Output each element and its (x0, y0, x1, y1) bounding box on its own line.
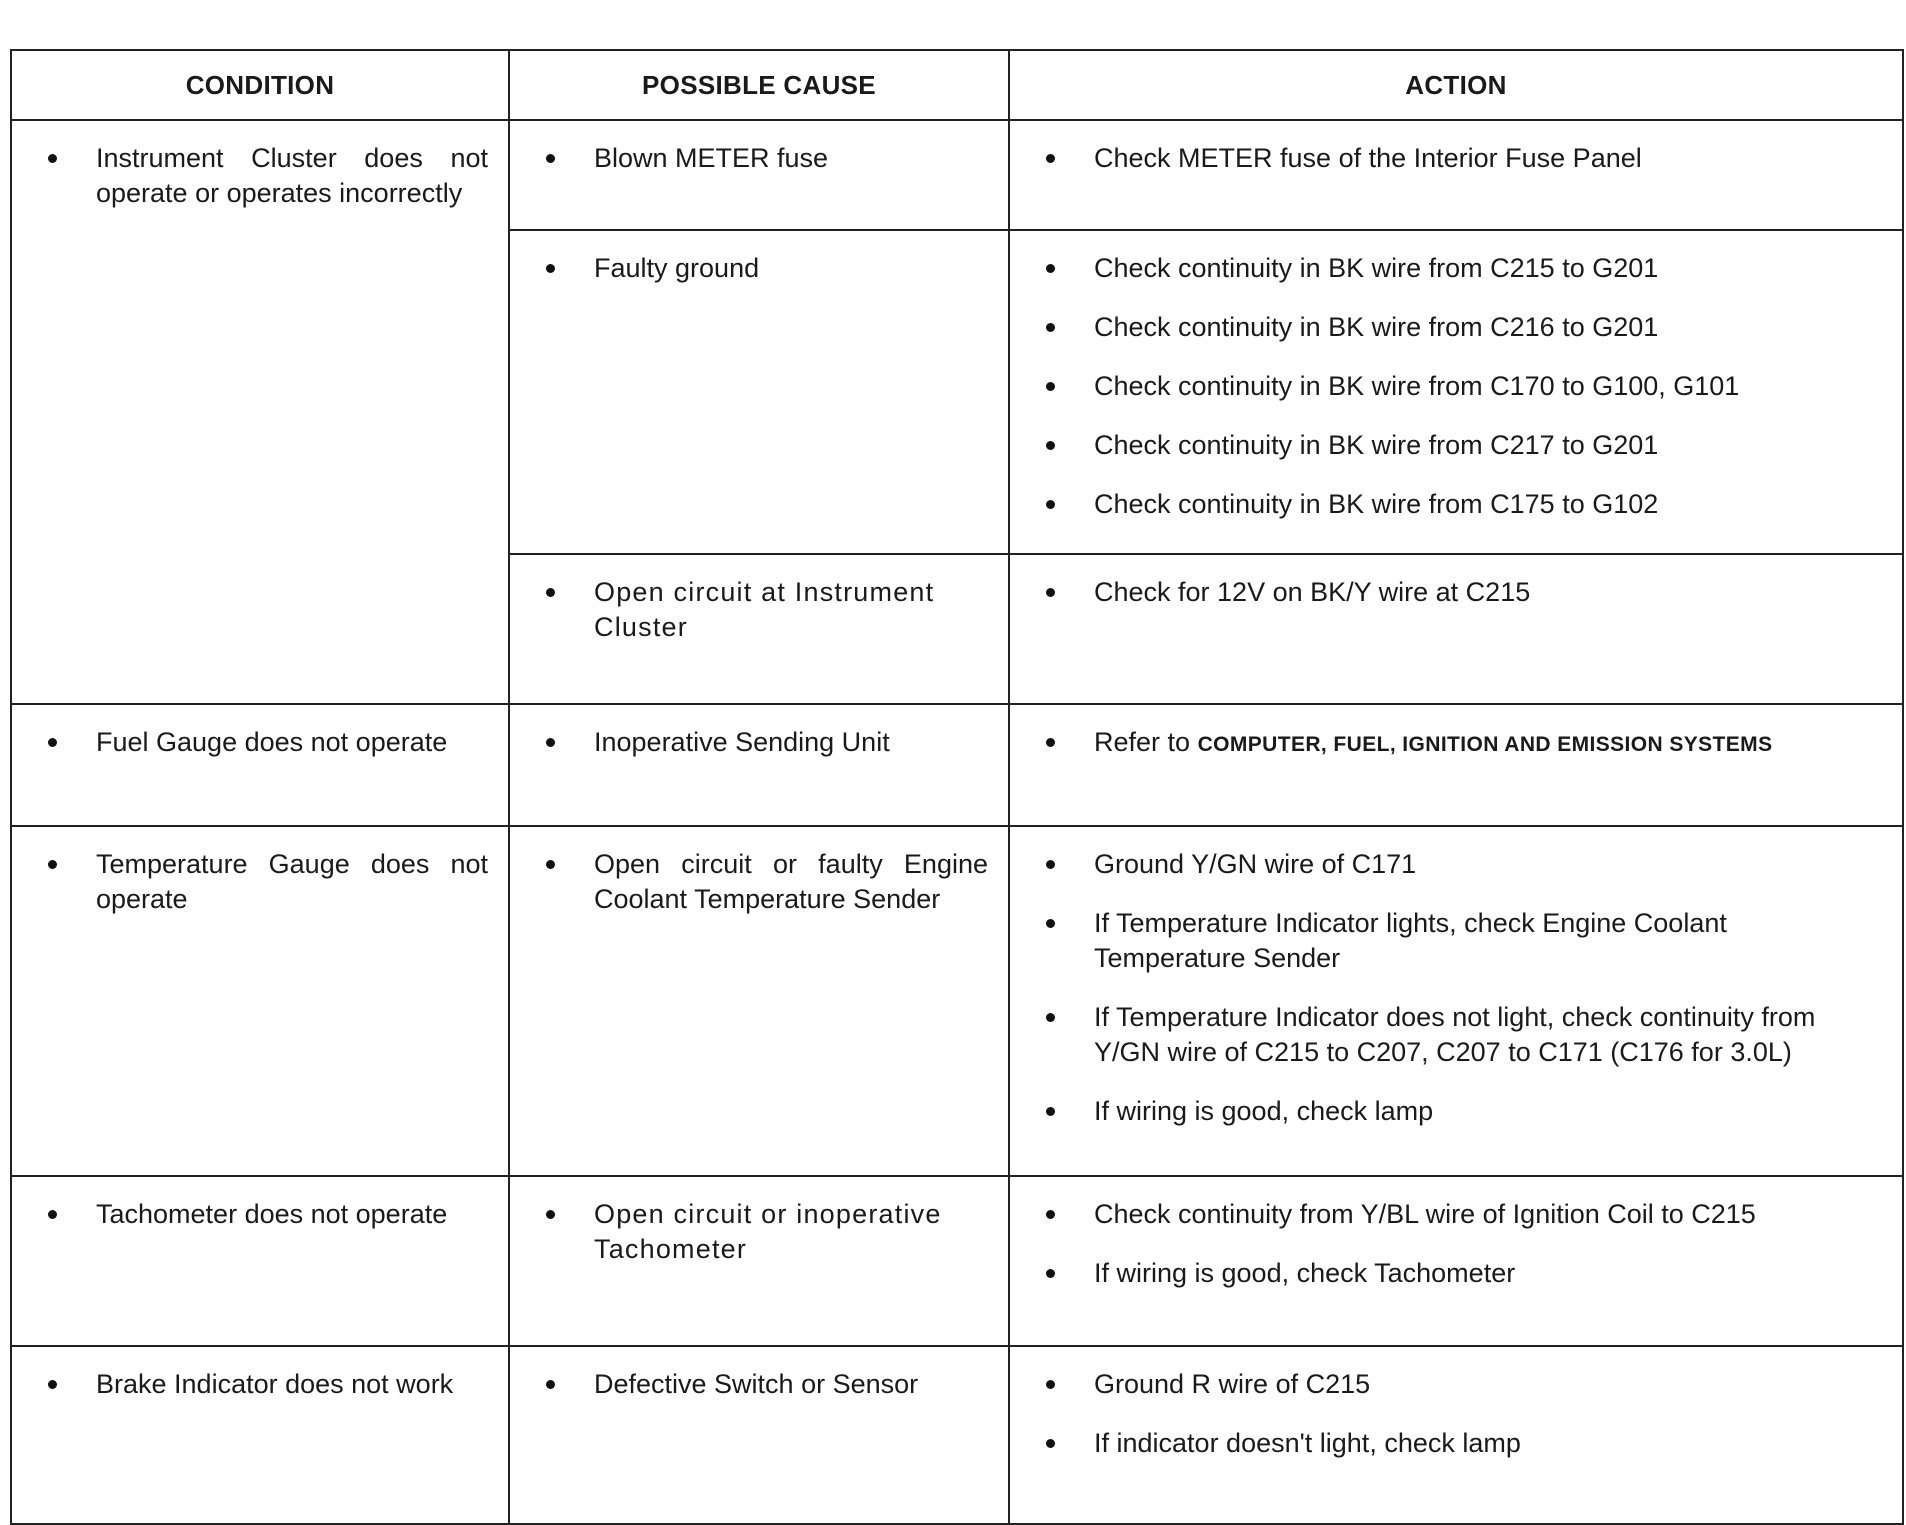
list-item (546, 251, 988, 286)
action-cell (1009, 554, 1903, 704)
condition-cell (11, 704, 509, 826)
list-item (1046, 725, 1882, 762)
list-item (546, 1197, 988, 1267)
bullet-icon (1046, 738, 1055, 747)
bullet-icon (1046, 1210, 1055, 1219)
action-text: If Temperature Indicator lights, check Engine Coolant Temperature Sender (1094, 908, 1727, 973)
bullet-icon (1046, 154, 1055, 163)
bullet-icon (48, 1380, 57, 1389)
action-text: If indicator doesn't light, check lamp (1094, 1428, 1521, 1458)
action-text: Ground R wire of C215 (1094, 1369, 1371, 1399)
action-text: Check METER fuse of the Interior Fuse Panel (1094, 143, 1642, 173)
list-item (1046, 487, 1882, 522)
list-item (546, 1367, 988, 1402)
cause-text: Open circuit or inoperative Tachometer (594, 1199, 942, 1264)
bullet-icon (1046, 919, 1055, 928)
cause-text: Defective Switch or Sensor (594, 1369, 919, 1399)
list-item (1046, 428, 1882, 463)
action-text: If wiring is good, check lamp (1094, 1096, 1434, 1126)
cause-cell (509, 826, 1009, 1176)
cause-text: Open circuit or faulty Engine Coolant Temperature Sender (594, 849, 988, 914)
bullet-icon (1046, 264, 1055, 273)
bullet-icon (546, 264, 555, 273)
action-cell (1009, 826, 1903, 1176)
diagnosis-sheet (10, 49, 1902, 1525)
bullet-icon (1046, 1380, 1055, 1389)
condition-text: Brake Indicator does not work (96, 1369, 454, 1399)
cause-cell (509, 1176, 1009, 1346)
header-condition: CONDITION (11, 50, 509, 120)
bullet-icon (546, 1210, 555, 1219)
table-row (11, 1176, 1903, 1346)
list-item (1046, 1000, 1882, 1070)
list-item (1046, 310, 1882, 345)
condition-cell (11, 1176, 509, 1346)
list-item (1046, 575, 1882, 610)
action-text: Check continuity in BK wire from C215 to G201 (1094, 253, 1659, 283)
bullet-icon (1046, 860, 1055, 869)
bullet-icon (546, 860, 555, 869)
bullet-icon (48, 860, 57, 869)
condition-text: Temperature Gauge does not operate (96, 849, 488, 914)
list-item (546, 725, 988, 760)
bullet-icon (48, 1210, 57, 1219)
action-cell (1009, 230, 1903, 554)
list-item (1046, 251, 1882, 286)
bullet-icon (546, 1380, 555, 1389)
bullet-icon (546, 154, 555, 163)
bullet-icon (1046, 588, 1055, 597)
action-text: Check continuity from Y/BL wire of Ignition Coil to C215 (1094, 1199, 1756, 1229)
cause-cell (509, 554, 1009, 704)
condition-cell (11, 1346, 509, 1524)
list-item (1046, 1256, 1882, 1291)
bullet-icon (1046, 500, 1055, 509)
action-text: Refer to (1094, 727, 1191, 757)
list-item (1046, 1426, 1882, 1461)
list-item (48, 1197, 488, 1232)
cause-cell (509, 1346, 1009, 1524)
cause-cell (509, 704, 1009, 826)
header-possible-cause: POSSIBLE CAUSE (509, 50, 1009, 120)
list-item (48, 847, 488, 917)
cause-cell (509, 120, 1009, 230)
bullet-icon (48, 738, 57, 747)
bullet-icon (1046, 1439, 1055, 1448)
cause-cell (509, 230, 1009, 554)
bullet-icon (1046, 323, 1055, 332)
action-cell (1009, 1346, 1903, 1524)
bullet-icon (546, 738, 555, 747)
cause-text: Inoperative Sending Unit (594, 727, 890, 757)
action-cell (1009, 120, 1903, 230)
list-item (546, 575, 988, 645)
list-item (546, 141, 988, 176)
action-text: Check continuity in BK wire from C216 to G201 (1094, 312, 1659, 342)
list-item (546, 847, 988, 917)
action-cell (1009, 704, 1903, 826)
cause-text: Faulty ground (594, 253, 760, 283)
bullet-icon (1046, 441, 1055, 450)
table-row (11, 826, 1903, 1176)
table-row (11, 120, 1903, 230)
bullet-icon (1046, 1269, 1055, 1278)
condition-text: Tachometer does not operate (96, 1199, 448, 1229)
diagnosis-table (10, 49, 1904, 1525)
condition-cell (11, 826, 509, 1176)
action-cell (1009, 1176, 1903, 1346)
list-item (1046, 906, 1882, 976)
action-text: If Temperature Indicator does not light, check continuity from Y/GN wire of C215 to C207, C207 to C171 (C176 for 3.0L) (1094, 1002, 1816, 1067)
bullet-icon (546, 588, 555, 597)
action-text: Check continuity in BK wire from C170 to G100, G101 (1094, 371, 1740, 401)
table-row (11, 1346, 1903, 1524)
list-item (1046, 141, 1882, 176)
list-item (1046, 1094, 1882, 1129)
bullet-icon (1046, 1013, 1055, 1022)
action-text: Check continuity in BK wire from C217 to G201 (1094, 430, 1659, 460)
list-item (1046, 847, 1882, 882)
list-item (1046, 369, 1882, 404)
bullet-icon (48, 154, 57, 163)
list-item (1046, 1367, 1882, 1402)
action-text: Check continuity in BK wire from C175 to G102 (1094, 489, 1659, 519)
header-row (11, 50, 1903, 120)
list-item (1046, 1197, 1882, 1232)
cause-text: Blown METER fuse (594, 143, 829, 173)
bullet-icon (1046, 1107, 1055, 1116)
condition-text: Fuel Gauge does not operate (96, 727, 448, 757)
bullet-icon (1046, 382, 1055, 391)
action-text: Check for 12V on BK/Y wire at C215 (1094, 577, 1531, 607)
list-item (48, 1367, 488, 1402)
reference-link: COMPUTER, FUEL, IGNITION AND EMISSION SYSTEMS (1197, 733, 1773, 756)
cause-text: Open circuit at Instrument Cluster (594, 577, 935, 642)
action-text: If wiring is good, check Tachometer (1094, 1258, 1516, 1288)
list-item (48, 725, 488, 760)
list-item (48, 141, 488, 211)
condition-cell (11, 120, 509, 704)
table-row (11, 704, 1903, 826)
action-text: Ground Y/GN wire of C171 (1094, 849, 1417, 879)
header-action: ACTION (1009, 50, 1903, 120)
condition-text: Instrument Cluster does not operate or operates incorrectly (96, 143, 488, 208)
